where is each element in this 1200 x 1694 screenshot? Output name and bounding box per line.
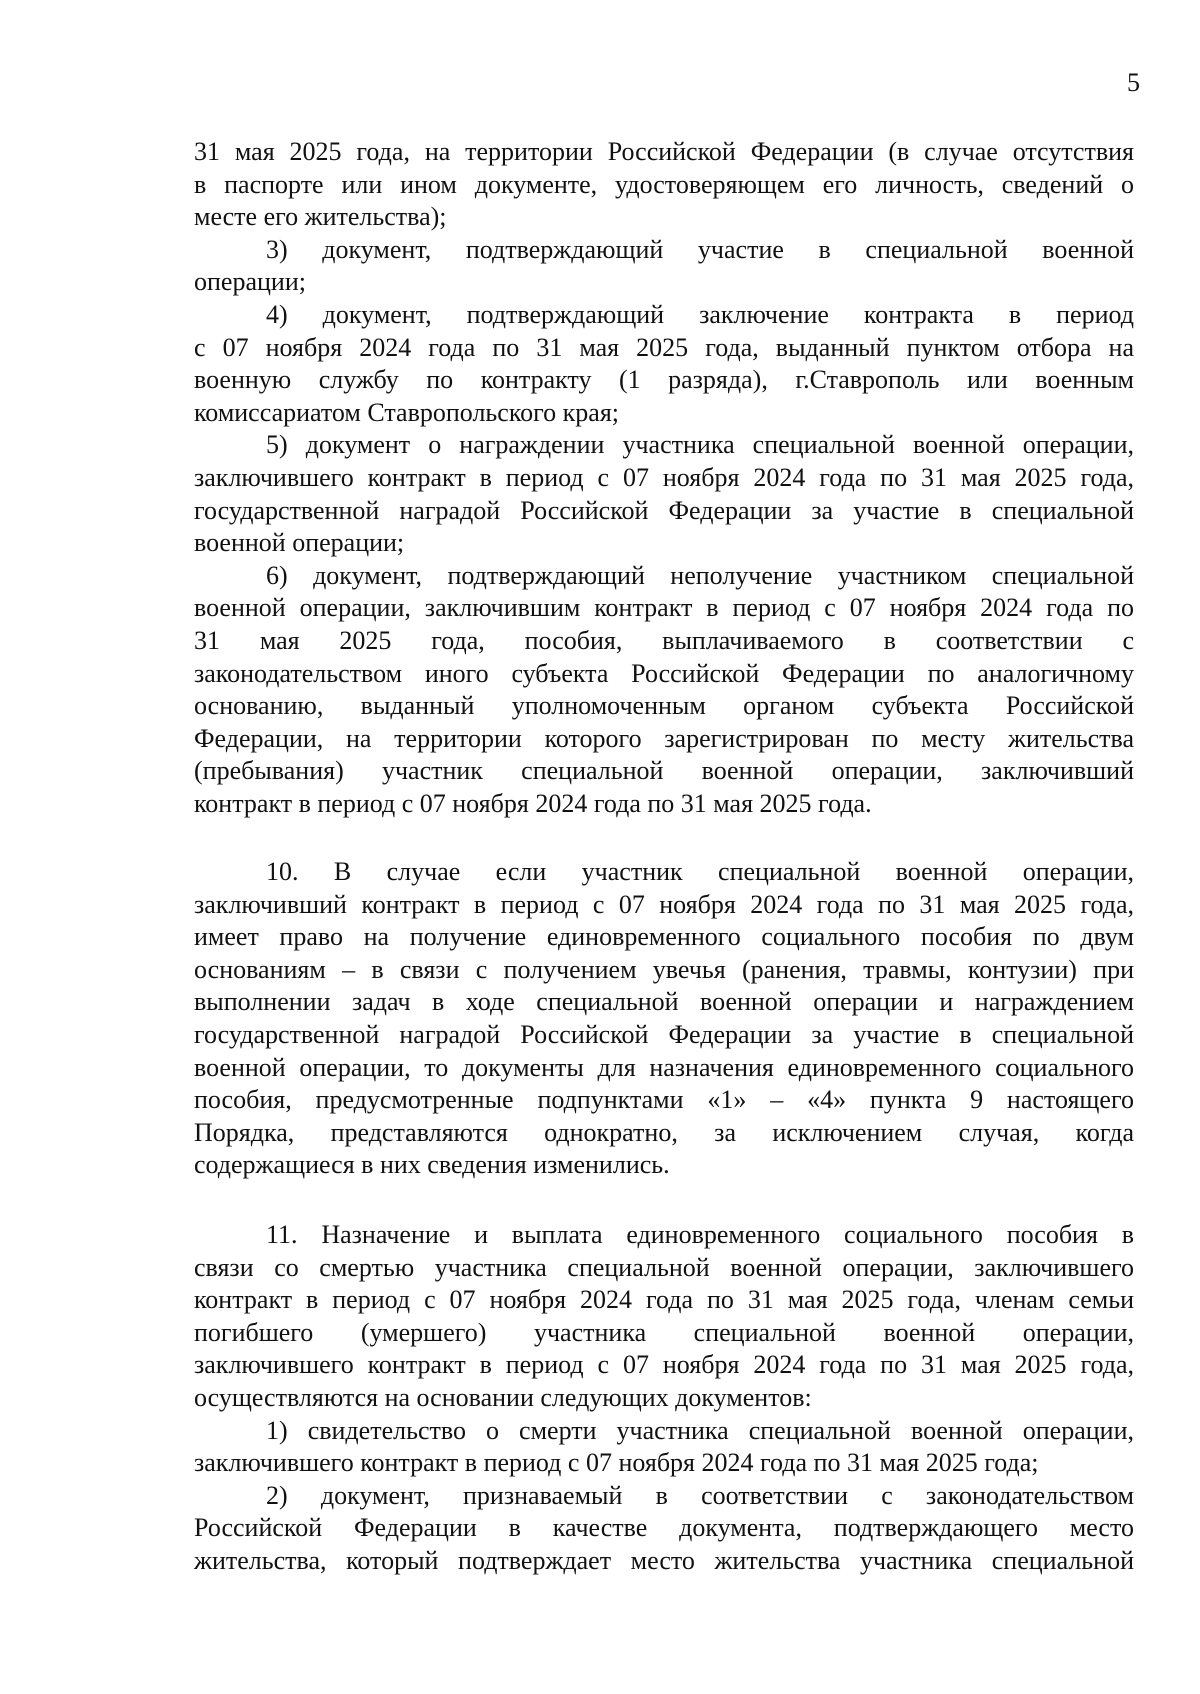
text-line: Российской Федерации в качестве документа, подтверждающего место <box>194 1513 1134 1543</box>
list-item-2-line: 2) документ, признаваемый в соответствии с законодательством <box>266 1480 1134 1510</box>
text-line: контракт в период с 07 ноября 2024 года по 31 мая 2025 года. <box>194 788 872 818</box>
text-line: заключившего контракт в период с 07 ноября 2024 года по 31 мая 2025 года, <box>194 462 1134 492</box>
text-line: (пребывания) участник специальной военной операции, заключивший <box>194 756 1134 786</box>
list-item-6-line: 6) документ, подтверждающий неполучение участником специальной <box>266 560 1134 590</box>
text-line: контракт в период с 07 ноября 2024 года по 31 мая 2025 года, членам семьи <box>194 1285 1134 1315</box>
page-number: 5 <box>1127 68 1140 97</box>
text-line: Порядка, представляются однократно, за исключением случая, когда <box>194 1117 1134 1147</box>
text-line: связи со смертью участника специальной военной операции, заключившего <box>194 1252 1134 1282</box>
list-item-5-line: 5) документ о награждении участника специальной военной операции, <box>266 430 1134 460</box>
text-line: заключивший контракт в период с 07 ноября 2024 года по 31 мая 2025 года, <box>194 889 1134 919</box>
text-line: выполнении задач в ходе специальной военной операции и награждением <box>194 987 1134 1017</box>
paragraph-item-11 <box>194 1219 1134 1578</box>
text-line: в паспорте или ином документе, удостоверяющем его личность, сведений о <box>194 169 1134 199</box>
text-line: государственной наградой Российской Федерации за участие в специальной <box>194 1019 1134 1049</box>
text-line: с 07 ноября 2024 года по 31 мая 2025 года, выданный пунктом отбора на <box>194 332 1134 362</box>
item-10-heading-line: 10. В случае если участник специальной военной операции, <box>266 857 1134 886</box>
list-item-3-line: 3) документ, подтверждающий участие в специальной военной <box>266 234 1134 264</box>
item-11-heading-line: 11. Назначение и выплата единовременного социального пособия в <box>266 1220 1134 1249</box>
text-line: заключившего контракт в период с 07 ноября 2024 года по 31 мая 2025 года; <box>194 1448 1039 1478</box>
text-line: операции; <box>194 267 306 297</box>
text-line: военную службу по контракту (1 разряда), г.Ставрополь или военным <box>194 365 1134 395</box>
text-line: основанию, выданный уполномоченным органом субъекта Российской <box>194 691 1134 721</box>
text-line: военной операции, заключившим контракт в период с 07 ноября 2024 года по <box>194 593 1134 623</box>
text-line: заключившего контракт в период с 07 ноября 2024 года по 31 мая 2025 года, <box>194 1350 1134 1380</box>
text-line: погибшего (умершего) участника специальной военной операции, <box>194 1317 1134 1347</box>
text-line: жительства, который подтверждает место жительства участника специальной <box>194 1545 1134 1575</box>
text-line: законодательством иного субъекта Российской Федерации по аналогичному <box>194 658 1134 688</box>
paragraph-continuation <box>194 136 1134 820</box>
text-line: 31 мая 2025 года, на территории Российской Федерации (в случае отсутствия <box>194 137 1134 166</box>
text-line: военной операции; <box>194 528 405 558</box>
text-line: пособия, предусмотренные подпунктами «1» – «4» пункта 9 настоящего <box>194 1085 1134 1115</box>
text-line: военной операции, то документы для назначения единовременного социального <box>194 1052 1134 1082</box>
text-line: комиссариатом Ставропольского края; <box>194 397 620 427</box>
paragraph-item-10 <box>194 856 1134 1182</box>
text-line: основаниям – в связи с получением увечья (ранения, травмы, контузии) при <box>194 954 1134 984</box>
text-line: Федерации, на территории которого зарегистрирован по месту жительства <box>194 723 1134 753</box>
text-line: государственной наградой Российской Федерации за участие в специальной <box>194 495 1134 525</box>
text-line: осуществляются на основании следующих документов: <box>194 1382 812 1412</box>
text-line: 31 мая 2025 года, пособия, выплачиваемого в соответствии с <box>194 625 1134 655</box>
text-line: содержащиеся в них сведения изменились. <box>194 1150 670 1180</box>
text-line: имеет право на получение единовременного социального пособия по двум <box>194 922 1134 952</box>
list-item-1-line: 1) свидетельство о смерти участника специальной военной операции, <box>266 1415 1134 1445</box>
text-line: месте его жительства); <box>194 202 447 232</box>
list-item-4-line: 4) документ, подтверждающий заключение контракта в период <box>266 299 1134 329</box>
